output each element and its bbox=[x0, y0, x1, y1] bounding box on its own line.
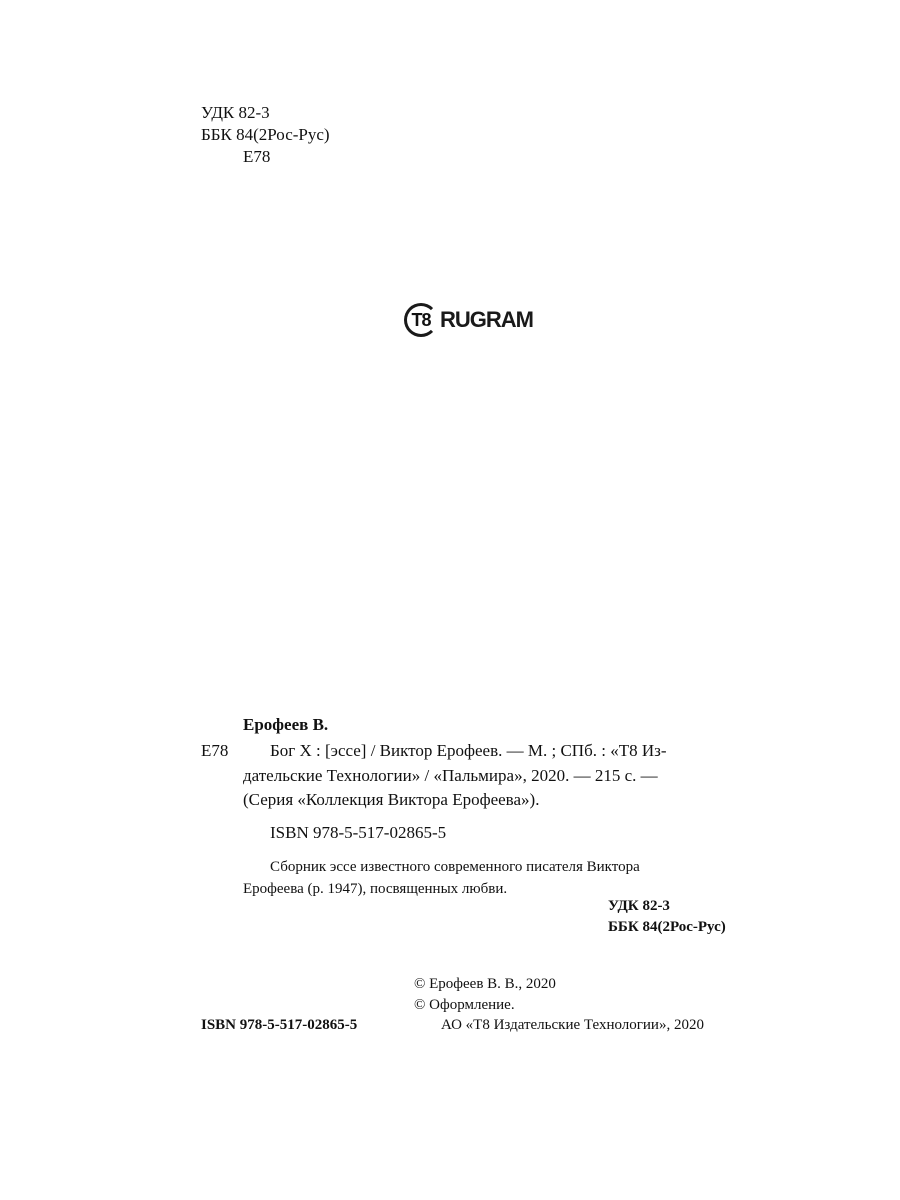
t8-logo-icon: T8 bbox=[404, 303, 438, 337]
publisher-logo bbox=[404, 300, 533, 340]
record-author: Ерофеев В. bbox=[243, 715, 329, 734]
bbk-top: ББК 84(2Рос-Рус) bbox=[201, 125, 330, 144]
logo-wordmark: RUGRAM bbox=[440, 307, 533, 332]
udk-top: УДК 82-3 bbox=[201, 103, 270, 122]
record-line-3: (Серия «Коллекция Виктора Ерофеева»). bbox=[243, 790, 540, 809]
annotation-line-1: Сборник эссе известного современного писателя Виктора bbox=[270, 859, 640, 875]
record-isbn: ISBN 978-5-517-02865-5 bbox=[270, 823, 447, 842]
copyright-publisher: АО «Т8 Издательские Технологии», 2020 bbox=[441, 1017, 704, 1033]
copyright-author: © Ерофеев В. В., 2020 bbox=[414, 976, 556, 992]
author-code-top: Е78 bbox=[243, 147, 271, 166]
record-line-1: Бог Х : [эссе] / Виктор Ерофеев. — М. ; СПб. : «Т8 Из- bbox=[270, 741, 667, 760]
record-bbk: ББК 84(2Рос-Рус) bbox=[608, 919, 726, 935]
copyright-design: © Оформление. bbox=[414, 997, 515, 1013]
footer-isbn: ISBN 978-5-517-02865-5 bbox=[201, 1017, 358, 1033]
record-code: Е78 bbox=[201, 741, 229, 760]
record-udk: УДК 82-3 bbox=[608, 898, 670, 914]
record-line-2: дательские Технологии» / «Пальмира», 2020. — 215 с. — bbox=[243, 766, 658, 785]
annotation-line-2: Ерофеева (р. 1947), посвященных любви. bbox=[243, 881, 508, 897]
